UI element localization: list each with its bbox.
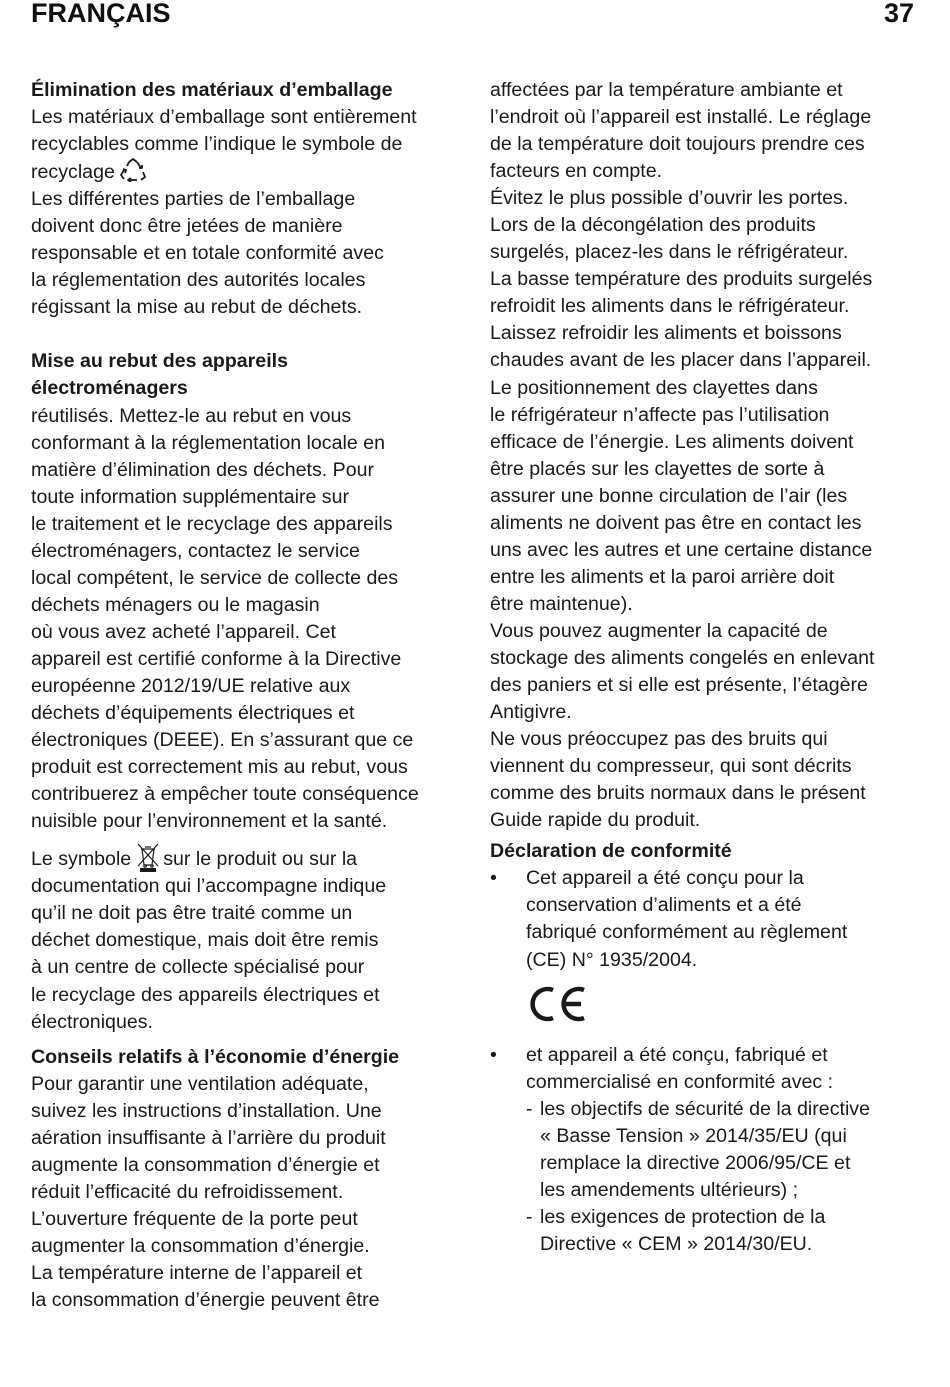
text-line: où vous avez acheté l’appareil. Cet [31,620,336,643]
text-line: assurer une bonne circulation de l’air (les [490,484,848,507]
text-line: refroidit les aliments dans le réfrigérateur. [490,295,850,318]
text-line: Antigivre. [490,701,572,724]
crossed-out-bin-icon [135,843,161,873]
text-line: produit est correctement mis au rebut, vous [31,756,408,779]
text-line: doivent donc être jetées de manière [31,215,343,238]
text-line: La basse température des produits surgelés [490,268,873,291]
text-line: électroménagers, contactez le service [31,539,360,562]
text-line: être placés sur les clayettes de sorte à [490,457,825,480]
text-line: des paniers et si elle est présente, l’étagère [490,674,868,697]
text-line: électroniques. [31,1010,153,1033]
text-line: le recyclage des appareils électriques et [31,983,380,1006]
recycle-icon [119,158,147,182]
text-line: de la température doit toujours prendre ces [490,133,865,156]
text-line: Vous pouvez augmenter la capacité de [490,619,828,642]
text-line: La température interne de l’appareil et [31,1261,363,1284]
text-line: à un centre de collecte spécialisé pour [31,956,365,979]
text-line: « Basse Tension » 2014/35/EU (qui [540,1124,847,1147]
text-line: nuisible pour l’environnement et la santé. [31,810,388,833]
text-line: augmenter la consommation d’énergie. [31,1234,370,1257]
text-line: commercialisé en conformité avec : [526,1070,834,1093]
text-line: local compétent, le service de collecte des [31,566,399,589]
left-column [31,77,471,1314]
text-line: augmente la consommation d’énergie et [31,1153,380,1176]
text-line: et appareil a été conçu, fabriqué et [526,1043,828,1066]
text-line: l’endroit où l’appareil est installé. Le réglage [490,106,872,129]
text-line: les objectifs de sécurité de la directive [540,1097,870,1120]
page-number: 37 [883,0,914,28]
text-line: aération insuffisante à l’arrière du produit [31,1126,386,1149]
text-line: affectées par la température ambiante et [490,79,843,101]
disposal-heading-line: électroménagers [31,377,188,400]
text-line: régissant la mise au rebut de déchets. [31,296,363,319]
text-line: conservation d’aliments et a été [526,894,802,917]
text-line: Le positionnement des clayettes dans [490,376,818,399]
bullet-item [490,1042,930,1096]
ce-mark-icon [526,984,590,1024]
text-line: aliments ne doivent pas être en contact les [490,511,862,534]
text-line: viennent du compresseur, qui sont décrits [490,755,852,778]
text-line: les amendements ultérieurs) ; [540,1178,799,1201]
dash-item [490,1204,930,1258]
energy-heading: Conseils relatifs à l’économie d’énergie [31,1045,400,1068]
text-line: comme des bruits normaux dans le présent [490,782,866,805]
text-line: Pour garantir une ventilation adéquate, [31,1072,369,1095]
text-line: facteurs en compte. [490,160,663,183]
text-fragment: sur le produit ou sur la [163,848,358,871]
text-line: contribuerez à empêcher toute conséquence [31,783,419,806]
text-line: surgelés, placez-les dans le réfrigérateur. [490,241,849,264]
text-line: le réfrigérateur n’affecte pas l’utilisation [490,403,830,426]
text-line: appareil est certifié conforme à la Directive [31,647,402,670]
bullet-marker: • [490,867,497,890]
text-line: les exigences de protection de la [540,1205,826,1228]
text-line: (CE) N° 1935/2004. [526,948,698,971]
text-fragment: recyclage [31,161,115,184]
text-line: Évitez le plus possible d’ouvrir les portes. [490,187,849,210]
text-fragment: Le symbole [31,848,132,871]
text-line: entre les aliments et la paroi arrière doit [490,565,835,588]
text-line: L’ouverture fréquente de la porte peut [31,1207,358,1230]
text-line: la consommation d’énergie peuvent être [31,1289,380,1312]
text-line: réduit l’efficacité du refroidissement. [31,1180,344,1203]
text-line: conformant à la réglementation locale en [31,431,385,454]
text-line: déchets d’équipements électriques et [31,702,355,725]
text-line: déchets ménagers ou le magasin [31,593,320,616]
text-line: uns avec les autres et une certaine distance [490,538,873,561]
text-line [31,843,471,873]
dash-marker: - [526,1205,533,1228]
text-line: suivez les instructions d’installation. Une [31,1099,382,1122]
text-line: Les différentes parties de l’emballage [31,188,356,211]
conformity-heading: Déclaration de conformité [490,840,732,863]
text-line: qu’il ne doit pas être traité comme un [31,902,353,925]
text-line: toute information supplémentaire sur [31,485,350,508]
text-line: Laissez refroidir les aliments et boissons [490,322,842,345]
page-header [31,0,914,30]
text-line: fabriqué conformément au règlement [526,921,848,944]
text-line: Directive « CEM » 2014/30/EU. [540,1232,813,1255]
bullet-item [490,865,930,973]
text-line: être maintenue). [490,592,633,615]
text-line: chaudes avant de les placer dans l’appareil. [490,349,872,372]
text-line: Guide rapide du produit. [490,809,701,832]
text-line: déchet domestique, mais doit être remis [31,929,379,952]
text-line: recyclables comme l’indique le symbole de [31,133,403,156]
text-line: Cet appareil a été conçu pour la [526,867,804,890]
packaging-heading: Élimination des matériaux d’emballage [31,79,393,101]
dash-marker: - [526,1097,533,1120]
text-line: remplace la directive 2006/95/CE et [540,1151,851,1174]
text-line: réutilisés. Mettez-le au rebut en vous [31,404,352,427]
text-line: Ne vous préoccupez pas des bruits qui [490,728,828,751]
disposal-heading-line: Mise au rebut des appareils [31,350,288,373]
text-line: Lors de la décongélation des produits [490,214,816,237]
text-line: efficace de l’énergie. Les aliments doivent [490,430,854,453]
text-line: la réglementation des autorités locales [31,269,366,292]
bullet-marker: • [490,1043,497,1066]
text-line: stockage des aliments congelés en enlevant [490,646,875,669]
right-column [490,77,930,1258]
section-title: FRANÇAIS [31,0,171,28]
text-line: responsable et en totale conformité avec [31,242,384,265]
text-line: matière d’élimination des déchets. Pour [31,458,375,481]
text-line: européenne 2012/19/UE relative aux [31,674,351,697]
text-line: documentation qui l’accompagne indique [31,875,387,898]
text-line: le traitement et le recyclage des appareils [31,512,393,535]
text-line: électroniques (DEEE). En s’assurant que ce [31,729,414,752]
dash-item [490,1096,930,1204]
text-line: Les matériaux d’emballage sont entièrement [31,106,417,129]
text-line [31,158,471,186]
